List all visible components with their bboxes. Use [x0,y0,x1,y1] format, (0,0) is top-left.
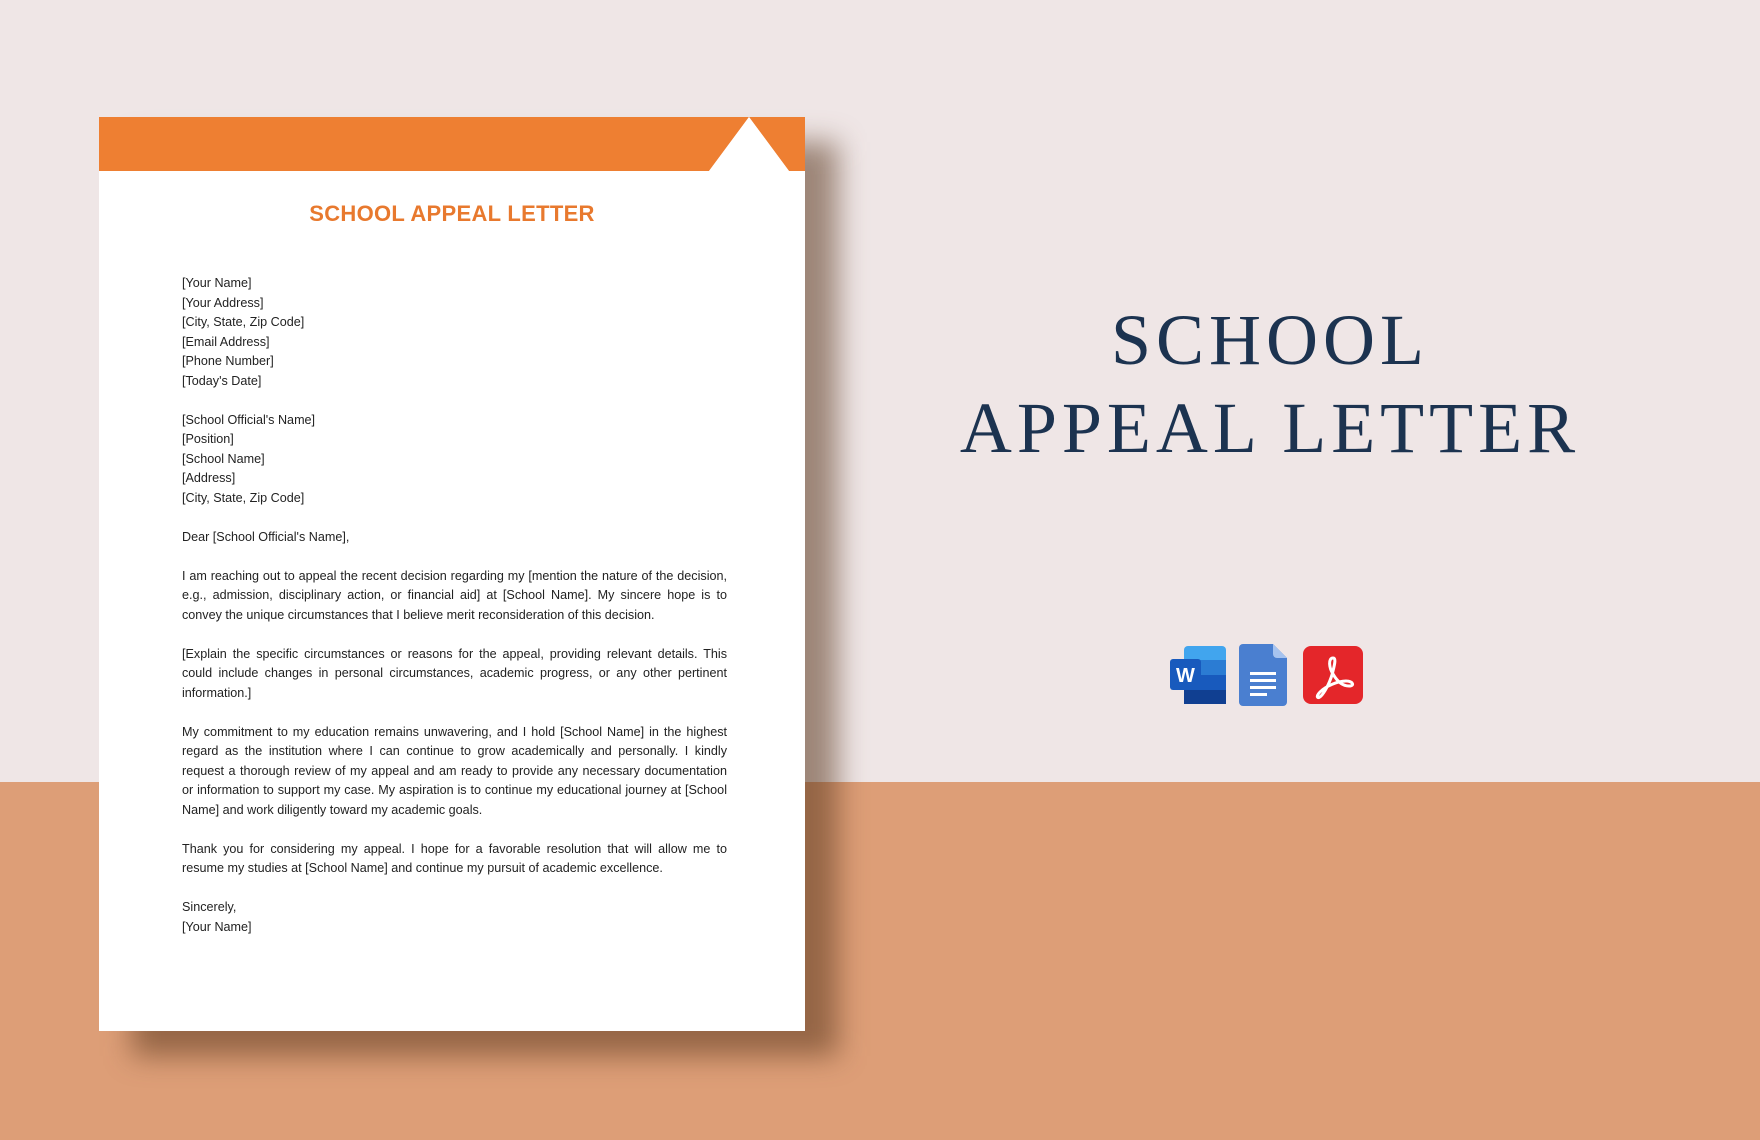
body-paragraph: My commitment to my education remains unwavering, and I hold [School Name] in the highest regard as the institution where I can continue to grow academically and personally. I kindly request a thorough review of my appeal and am ready to provide any necessary documentation or information to support my case. My aspiration is to continue my educational journey at [School Name] and work diligently toward my academic goals. [182,724,727,817]
document-title: SCHOOL APPEAL LETTER [309,201,595,226]
body-paragraph: [Explain the specific circumstances or reasons for the appeal, providing relevant details. This could include changes in personal circumstances, academic progress, or any other pertinent information.] [182,646,727,700]
pdf-icon[interactable] [1302,644,1364,706]
sender-line: [Phone Number] [182,354,274,368]
closing: Sincerely, [182,900,237,914]
recipient-line: [School Official's Name] [182,412,316,427]
recipient-line: [School Name] [182,451,265,466]
signature: [Your Name] [182,919,252,934]
format-icons [1168,644,1364,706]
hero-title-line: SCHOOL [1110,300,1430,380]
closing-block [182,898,727,937]
word-icon-letter: W [1176,665,1195,687]
salutation: Dear [School Official's Name], [182,529,350,544]
recipient-line: [Address] [182,471,236,485]
sender-line: [Today's Date] [182,373,262,388]
recipient-line: [Position] [182,432,234,446]
sender-line: [Your Name] [182,276,252,290]
document-preview [99,117,805,1031]
recipient-line: [City, State, Zip Code] [182,490,305,505]
recipient-block [182,411,727,509]
sender-line: [Email Address] [182,334,270,349]
letter-body [182,274,727,957]
sender-block [182,274,727,391]
google-docs-icon[interactable] [1239,644,1289,706]
word-icon[interactable] [1168,644,1230,706]
document-header-band [99,117,805,171]
body-paragraph: I am reaching out to appeal the recent decision regarding my [mention the nature of the decision, e.g., admission, disciplinary action, or financial aid] at [School Name]. My sincere hope is to convey the unique circumstances that I believe merit reconsideration of this decision. [182,568,727,622]
sender-line: [City, State, Zip Code] [182,315,305,329]
hero-title-line: APPEAL LETTER [959,388,1581,468]
sender-line: [Your Address] [182,295,264,310]
hero-title [905,296,1635,472]
body-paragraph: Thank you for considering my appeal. I hope for a favorable resolution that will allow me to resume my studies at [School Name] and continue my pursuit of academic excellence. [182,841,727,875]
